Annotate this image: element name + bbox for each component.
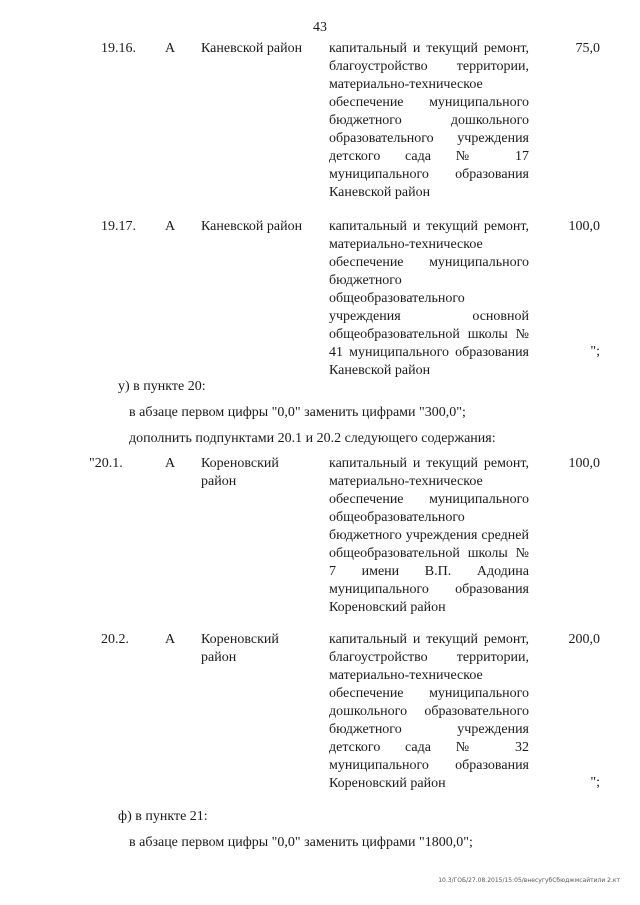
row-category: А bbox=[165, 41, 176, 56]
row-category: А bbox=[165, 456, 176, 471]
row-district: Кореновский район bbox=[201, 632, 279, 665]
row-number: 19.16. bbox=[101, 41, 136, 56]
instruction-replace-f: в абзаце первом цифры "0,0" заменить цифрами "1800,0"; bbox=[129, 835, 473, 850]
instruction-item-f: ф) в пункте 21: bbox=[118, 809, 208, 824]
closing-quote: "; bbox=[590, 775, 600, 790]
row-district: Каневской район bbox=[201, 41, 303, 56]
page-number: 43 bbox=[313, 20, 327, 35]
row-description: капитальный и текущий ремонт, материально-техническое обеспечение муниципального бюджетного общеобразовательного учреждения основной общеобразовательной школы № 41 муниципального образования Каневской район bbox=[329, 219, 529, 378]
row-number: 19.17. bbox=[101, 219, 136, 234]
row-category: А bbox=[165, 219, 176, 234]
closing-quote: "; bbox=[590, 344, 600, 359]
instruction-replace-u: в абзаце первом цифры "0,0" заменить цифрами "300,0"; bbox=[129, 405, 466, 420]
row-description: капитальный и текущий ремонт, благоустройство территории, материально-техническое обеспечение муниципального бюджетного дошкольного образовательного учреждения детского сада № 17 муниципального образования Каневской район bbox=[329, 41, 529, 200]
row-amount: 100,0 bbox=[568, 456, 600, 471]
row-number: "20.1. bbox=[89, 456, 123, 471]
row-number: 20.2. bbox=[101, 632, 129, 647]
row-amount: 100,0 bbox=[568, 219, 600, 234]
row-description: капитальный и текущий ремонт, благоустройство территории, материально-техническое обеспечение муниципального дошкольного образовательного бюджетного учреждения детского сада № 32 муниципального образования Кореновский район bbox=[329, 632, 529, 791]
row-amount: 75,0 bbox=[575, 41, 600, 56]
row-district: Каневской район bbox=[201, 219, 303, 234]
row-category: А bbox=[165, 632, 176, 647]
instruction-add-u: дополнить подпунктами 20.1 и 20.2 следующего содержания: bbox=[129, 431, 496, 446]
row-amount: 200,0 bbox=[568, 632, 600, 647]
row-district: Кореновский район bbox=[201, 456, 279, 489]
instruction-item-u: у) в пункте 20: bbox=[118, 379, 206, 394]
footer-filename: 10.3/ГОБ/27.08.2015/15:05/внесугубСбюджмсайтили 2.кт bbox=[438, 877, 620, 884]
row-description: капитальный и текущий ремонт, материально-техническое обеспечение муниципального общеобразовательного бюджетного учреждения средней общеобразовательной школы № 7 имени В.П. Адодина муниципального образования Кореновский район bbox=[329, 456, 529, 615]
